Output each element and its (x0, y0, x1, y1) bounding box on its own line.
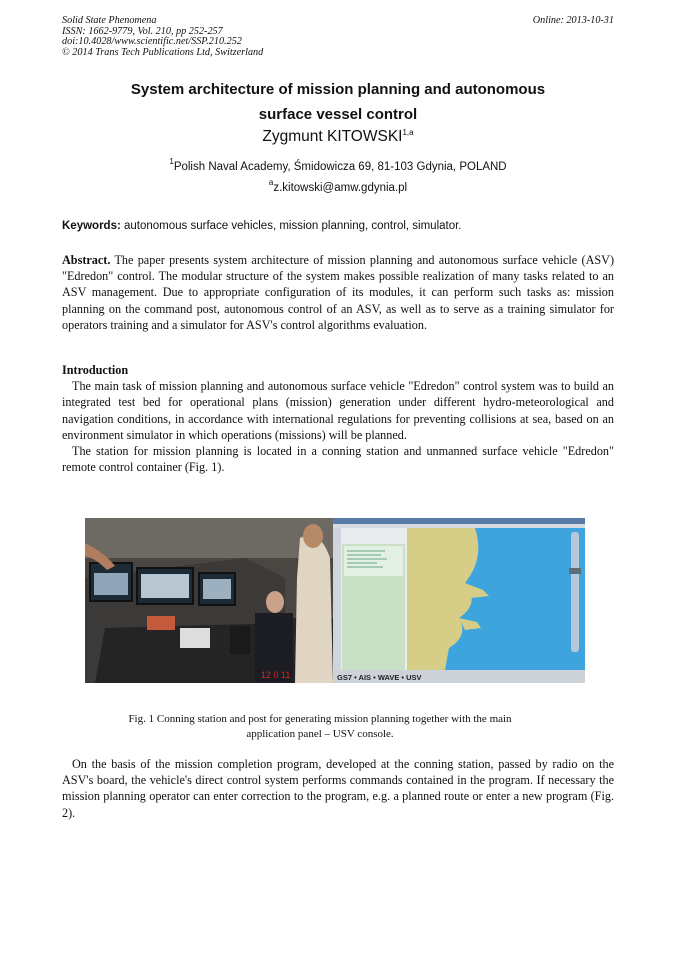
abstract-label: Abstract. (62, 253, 111, 267)
abstract (62, 252, 614, 333)
journal-name: Solid State Phenomena (62, 15, 157, 26)
page-header (62, 16, 614, 58)
affiliation-text: Polish Naval Academy, Śmidowicza 69, 81-103 Gdynia, POLAND (173, 161, 507, 173)
author-name: Zygmunt KITOWSKI (262, 128, 403, 145)
caption-line-1: Fig. 1 Conning station and post for generating mission planning together with the main (128, 713, 512, 725)
caption-line-2: application panel – USV console. (246, 728, 394, 740)
introduction-heading: Introduction (62, 363, 129, 377)
figure-1-svg (85, 518, 585, 683)
author-line (62, 128, 614, 146)
abstract-text: The paper presents system architecture of mission planning and autonomous surface vehicle (ASV) "Edredon" control. The modular structure of the system makes possible realization of many tasks related to an ASV management. Due to appropriate configuration of its modules, it can perform such tasks as: mission planning on the command post, autonomous control of an ASV, as well as to serve as a training simulator for operators training and a simulator for ASV's control algorithms evaluation. (62, 253, 615, 332)
figure-1-caption (90, 712, 550, 742)
introduction-paragraph-2: The station for mission planning is located in a conning station and unmanned surface vehicle "Edredon" remote control container (Fig. 1). (62, 444, 614, 475)
keywords-label: Keywords: (62, 220, 121, 232)
affiliation-line (62, 157, 614, 173)
affiliation-sup: 1 (169, 157, 174, 166)
email-line (62, 178, 614, 194)
copyright-line: © 2014 Trans Tech Publications Ltd, Switzerland (62, 46, 264, 58)
email-text: z.kitowski@amw.gdynia.pl (273, 182, 408, 194)
introduction-section (62, 362, 614, 475)
paper-title-line2: surface vessel control (258, 106, 418, 123)
introduction-paragraph-1: The main task of mission planning and autonomous surface vehicle "Edredon" control system was to build an integrated test bed for operational plans (mission) generation under different hydro-meteorological and navigation conditions, in accordance with international regulations for preventing collisions at sea, based on an environment simulator in which operations (missions) will be planned. (62, 379, 614, 442)
keywords (62, 220, 622, 232)
body-paragraph-after-figure: On the basis of the mission completion program, developed at the conning station, passed by radio on the ASV's board, the vehicle's direct control system performs commands contained in the program. If necessary the mission planning operator can enter correction to the program, e.g. a planned route or enter a new program (Fig. 2). (62, 757, 614, 820)
online-date: Online: 2013-10-31 (532, 15, 614, 26)
doi-line: doi:10.4028/www.scientific.net/SSP.210.252 (62, 36, 242, 48)
console-tab-bar: GS7 • AIS • WAVE • USV (337, 673, 422, 682)
figure-1-photo (85, 518, 585, 683)
author-sup: 1,a (402, 128, 414, 137)
keywords-text: autonomous surface vehicles, mission planning, control, simulator. (124, 220, 462, 232)
paper-title-line1: System architecture of mission planning and autonomous (130, 81, 546, 98)
photo-timestamp: 12 0 11 (261, 670, 291, 680)
email-sup: a (268, 178, 274, 187)
issn-line: ISSN: 1662-9779, Vol. 210, pp 252-257 (62, 25, 223, 37)
